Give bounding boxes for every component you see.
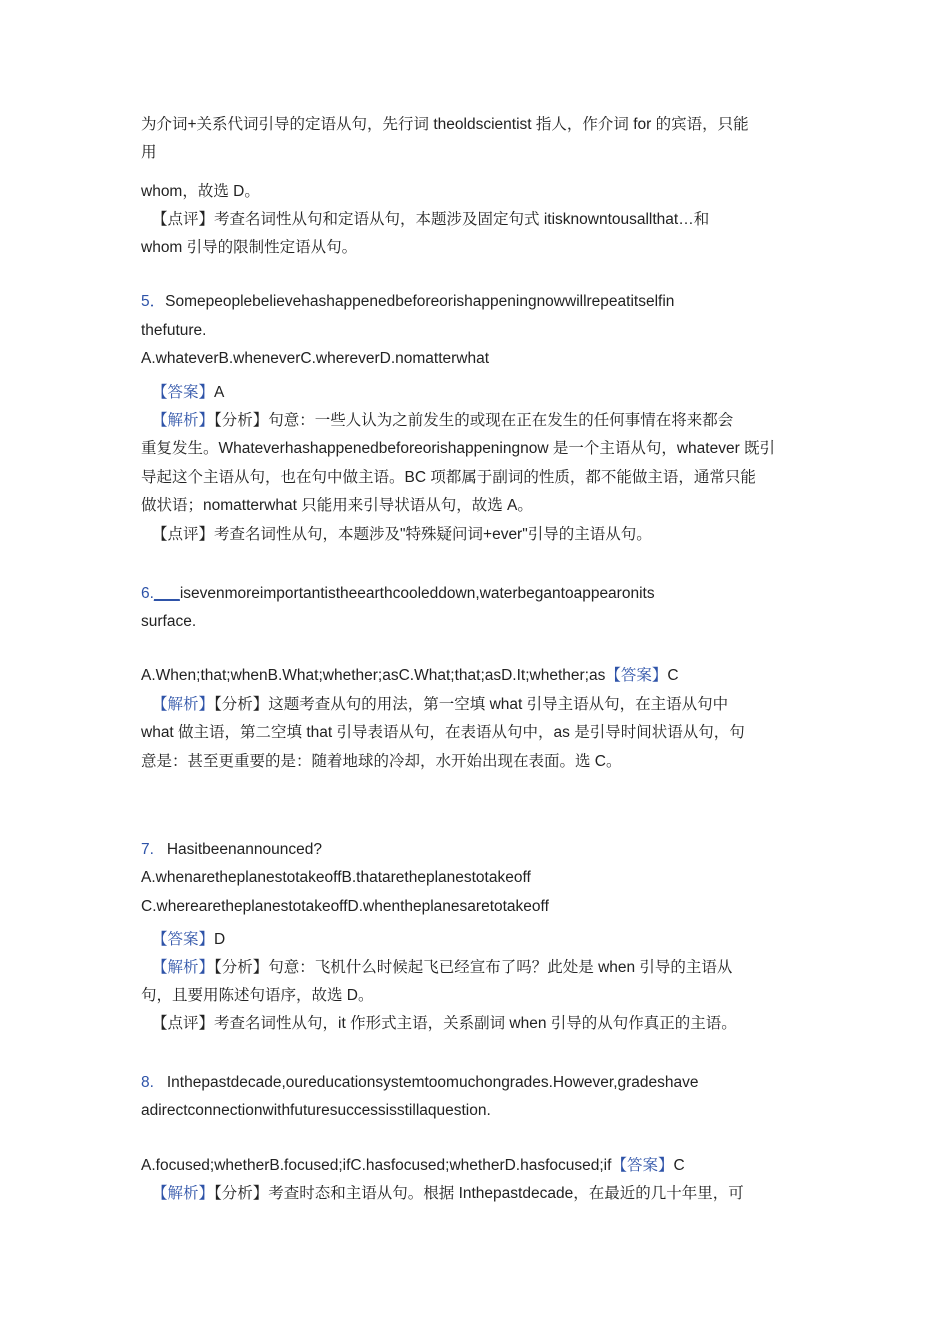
- comment-tag: 【点评】: [152, 211, 215, 228]
- q5-analysis-line-3: 导起这个主语从句，也在句中做主语。BC 项都属于副词的性质，都不能做主语，通常只能: [141, 469, 756, 486]
- question-number: 7.: [141, 841, 154, 858]
- answer-tag: 【答案】: [611, 1157, 674, 1174]
- q6-analysis-line-3: 意是：甚至更重要的是：随着地球的冷却，水开始出现在表面。选 C。: [141, 753, 622, 770]
- q7-analysis: [152, 957, 832, 979]
- q7-analysis-line-2: 句，且要用陈述句语序，故选 D。: [141, 987, 374, 1004]
- analysis-tag: 【解析】: [152, 696, 215, 713]
- q4-analysis-line-1: 为介词+关系代词引导的定语从句，先行词 theoldscientist 指人，作介词 for 的宾语，只能: [141, 116, 749, 133]
- q5-analysis-line-4: 做状语；nomatterwhat 只能用来引导状语从句，故选 A。: [141, 497, 533, 514]
- q5-answer: [152, 382, 832, 404]
- question-text: Hasitbeenannounced?: [166, 841, 322, 858]
- q7-stem: [141, 839, 821, 861]
- answer-tag: 【答案】: [152, 384, 215, 401]
- q4-analysis-line-3: whom，故选 D。: [141, 183, 260, 200]
- q4-comment: [152, 209, 832, 231]
- options-text: A.When;that;whenB.What;whether;asC.What;that;asD.It;whether;as: [141, 667, 606, 684]
- answer-tag: 【答案】: [152, 931, 215, 948]
- question-text: isevenmoreimportantistheearthcooleddown,waterbegantoappearonits: [179, 585, 655, 602]
- answer-blank: ___: [153, 585, 180, 602]
- q6-stem: [141, 583, 821, 605]
- q8-stem-line-2: adirectconnectionwithfuturesuccessisstillaquestion.: [141, 1102, 491, 1119]
- analysis-text: 【分析】句意：飞机什么时候起飞已经宣布了吗？此处是 when 引导的主语从: [214, 959, 733, 976]
- analysis-tag: 【解析】: [152, 412, 215, 429]
- q7-options-line-1: A.whenaretheplanestotakeoffB.thataretheplanestotakeoff: [141, 869, 531, 886]
- comment-text: 考查名词性从句和定语从句，本题涉及固定句式 itisknowntousallthat…和: [214, 211, 710, 228]
- question-number: 6.: [141, 585, 154, 602]
- options-text: A.focused;whetherB.focused;ifC.hasfocused;whetherD.hasfocused;if: [141, 1157, 612, 1174]
- analysis-text: 【分析】句意：一些人认为之前发生的或现在正在发生的任何事情在将来都会: [214, 412, 734, 429]
- q5-stem-line-2: thefuture.: [141, 322, 207, 339]
- analysis-tag: 【解析】: [152, 959, 215, 976]
- question-text: Somepeoplebelievehashappenedbeforeorishappeningnowwillrepeatitselfin: [165, 293, 675, 310]
- q7-comment: [152, 1013, 832, 1035]
- q8-stem: [141, 1072, 821, 1094]
- q6-analysis-line-2: what 做主语，第二空填 that 引导表语从句，在表语从句中，as 是引导时间状语从句，句: [141, 724, 745, 741]
- q4-analysis-line-2: 用: [141, 144, 157, 161]
- answer-value: C: [673, 1157, 685, 1174]
- q5-comment: [152, 524, 832, 546]
- q5-stem: [141, 291, 821, 313]
- q6-options-answer: [141, 665, 821, 687]
- comment-text: 考查名词性从句，it 作形式主语，关系副词 when 引导的从句作真正的主语。: [214, 1015, 737, 1032]
- answer-value: C: [667, 667, 679, 684]
- comment-tag: 【点评】: [152, 526, 215, 543]
- q8-analysis: [152, 1183, 832, 1205]
- q6-analysis: [152, 694, 832, 716]
- analysis-tag: 【解析】: [152, 1185, 215, 1202]
- analysis-text: 【分析】这题考查从句的用法，第一空填 what 引导主语从句，在主语从句中: [214, 696, 729, 713]
- question-number: 5．: [141, 293, 166, 310]
- q5-analysis-line-2: 重复发生。Whateverhashappenedbeforeorishappeningnow 是一个主语从句，whatever 既引: [141, 440, 776, 457]
- q6-stem-line-2: surface.: [141, 613, 197, 630]
- comment-text: 考查名词性从句，本题涉及"特殊疑问词+ever"引导的主语从句。: [214, 526, 652, 543]
- answer-tag: 【答案】: [605, 667, 668, 684]
- answer-value: D: [214, 931, 226, 948]
- question-number: 8.: [141, 1074, 154, 1091]
- comment-tag: 【点评】: [152, 1015, 215, 1032]
- q4-comment-line-2: whom 引导的限制性定语从句。: [141, 239, 358, 256]
- analysis-text: 【分析】考查时态和主语从句。根据 Inthepastdecade，在最近的几十年里，可: [214, 1185, 744, 1202]
- q7-answer: [152, 929, 832, 951]
- q5-options: A.whateverB.wheneverC.whereverD.nomatterwhat: [141, 350, 490, 367]
- answer-value: A: [214, 384, 225, 401]
- question-text: Inthepastdecade,oureducationsystemtoomuchongrades.However,gradeshave: [166, 1074, 699, 1091]
- q5-analysis: [152, 410, 832, 432]
- q7-options-line-2: C.wherearetheplanestotakeoffD.whentheplanesaretotakeoff: [141, 898, 549, 915]
- q8-options-answer: [141, 1155, 821, 1177]
